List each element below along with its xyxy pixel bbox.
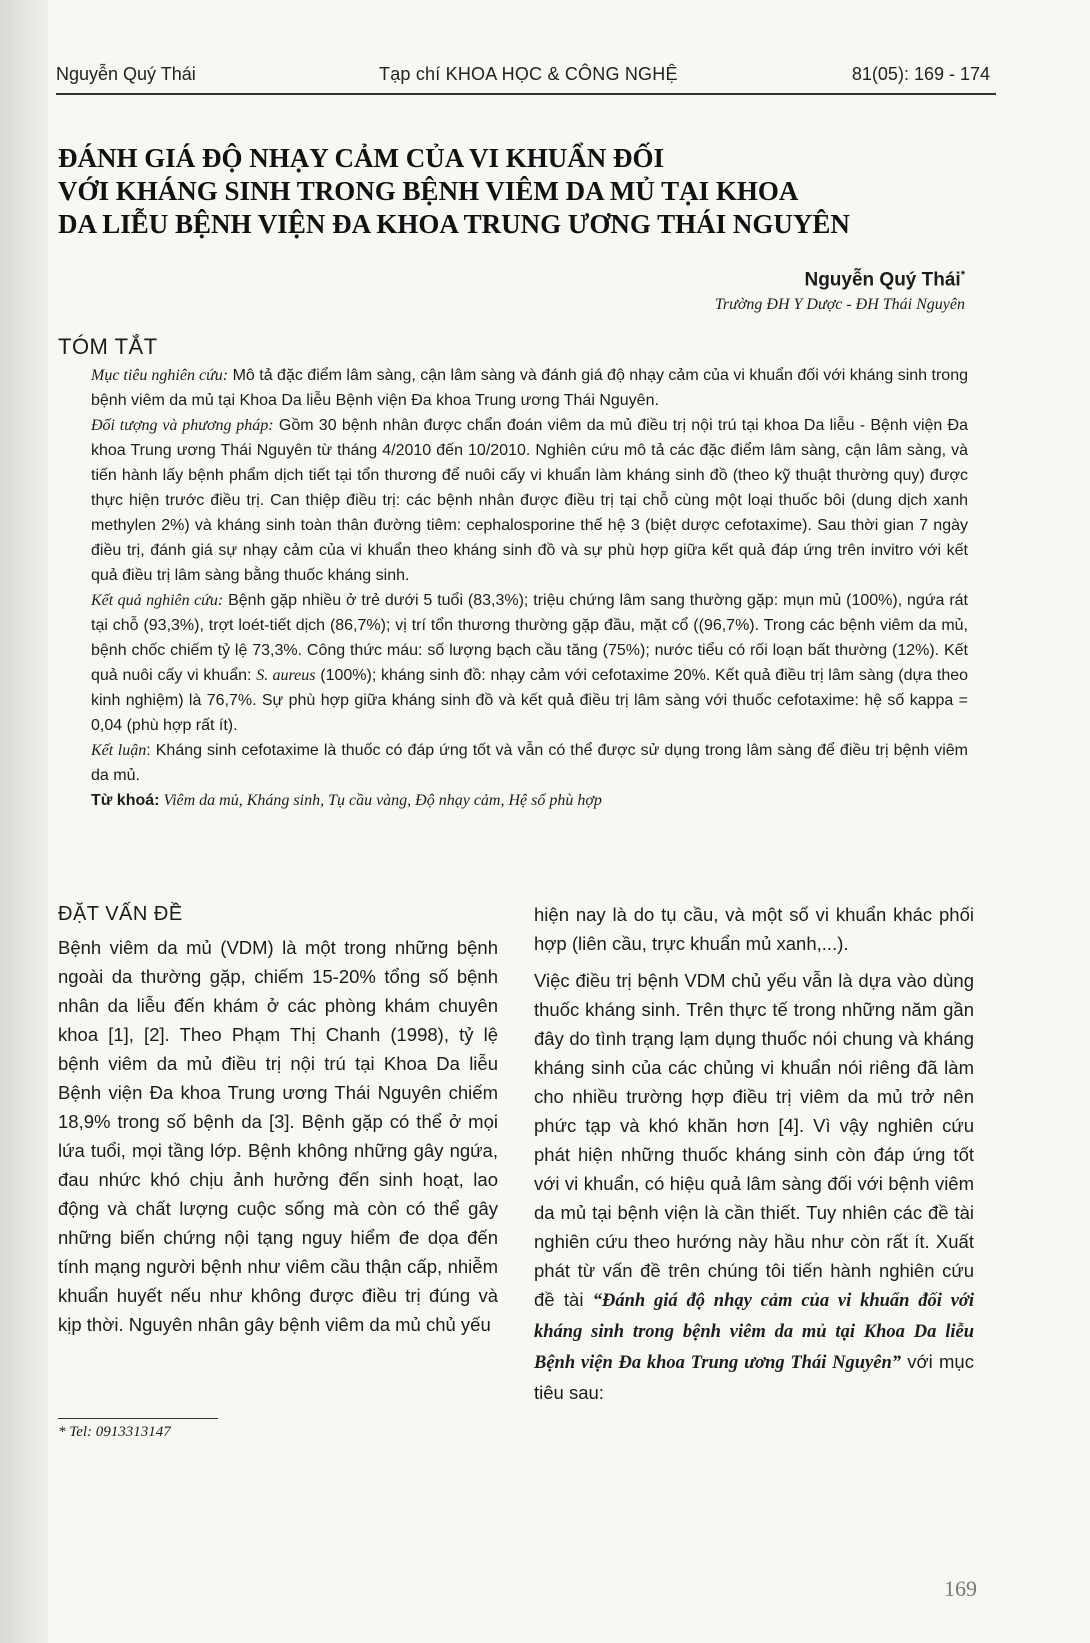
- title-line: ĐÁNH GIÁ ĐỘ NHẠY CẢM CỦA VI KHUẨN ĐỐI: [58, 143, 665, 173]
- running-header: [56, 58, 1002, 92]
- header-issue: 81(05): 169 - 174: [851, 64, 990, 84]
- section-heading: ĐẶT VẤN ĐỀ: [58, 903, 183, 925]
- author-name: Nguyễn Quý Thái*: [804, 269, 965, 291]
- author-mark: *: [960, 269, 965, 281]
- abstract-objective: Mục tiêu nghiên cứu: Mô tả đặc điểm lâm sàng, cận lâm sàng và đánh giá độ nhạy cảm của vi khuẩn đối với kháng sinh trong bệnh viêm da mủ tại Khoa Da liễu Bệnh viện Đa khoa Trung ương Thái Nguyên.: [91, 367, 969, 409]
- header-rule: [56, 93, 996, 95]
- footnote-rule: [58, 1418, 218, 1419]
- page-number: 169: [944, 1576, 977, 1601]
- intro-paragraph-cont: hiện nay là do tụ cầu, và một số vi khuẩn khác phối hợp (liên cầu, trực khuẩn mủ xanh,...).: [534, 904, 974, 954]
- title-line: DA LIỄU BỆNH VIỆN ĐA KHOA TRUNG ƯƠNG THÁI NGUYÊN: [58, 209, 850, 239]
- abstract-keywords: Từ khoá: Viêm da mủ, Kháng sinh, Tụ cầu vàng, Độ nhạy cảm, Hệ số phù hợp: [91, 792, 602, 809]
- intro-paragraph: Bệnh viêm da mủ (VDM) là một trong những bệnh ngoài da thường gặp, chiếm 15-20% tổng số bệnh nhân da liễu đến khám ở các phòng khám chuyên khoa [1], [2]. Theo Phạm Thị Chanh (1998), tỷ lệ bệnh viêm da mủ điều trị nội trú tại Khoa Da liễu Bệnh viện Đa khoa Trung ương Thái Nguyên chiếm 18,9% trong số bệnh da [3]. Bệnh gặp có thể ở mọi lứa tuổi, mọi tầng lớp. Bệnh không những gây ngứa, đau nhức khó chịu ảnh hưởng đến sinh hoạt, lao động và chất lượng cuộc sống mà còn có thể gây những biến chứng nội tạng nguy hiểm đe dọa đến tính mạng người bệnh như viêm cầu thận cấp, nhiễm khuẩn huyết nếu như không được điều trị đúng và kịp thời. Nguyên nhân gây bệnh viêm da mủ chủ yếu: [58, 937, 498, 1335]
- header-author: Nguyễn Quý Thái: [56, 64, 196, 84]
- footnote: * Tel: 0913313147: [58, 1424, 171, 1440]
- study-title: “Đánh giá độ nhạy cảm của vi khuẩn đối với kháng sinh trong bệnh viêm da mủ tại Khoa Da liễu Bệnh viện Đa khoa Trung ương Thái Nguyên”: [534, 1291, 974, 1373]
- abstract-results: Kết quả nghiên cứu: Bệnh gặp nhiều ở trẻ dưới 5 tuổi (83,3%); triệu chứng lâm sang thường gặp: mụn mủ (100%), ngứa rát tại chỗ (93,3%), trợt loét-tiết dịch (86,7%); vị trí tổn thương thường gặp đầu, mặt cổ ((96,7%). Trong các bệnh viêm da mủ, bệnh chốc chiếm tỷ lệ 73,3%. Công thức máu: số lượng bạch cầu tăng (75%); nước tiểu có rối loạn bất thường (12%). Kết quả nuôi cấy vi khuẩn: S. aureus (100%); kháng sinh đồ: nhạy cảm với cefotaxime 20%. Kết quả điều trị lâm sàng (dựa theo kinh nghiệm) là 76,7%. Sự phù hợp giữa kháng sinh đồ và kết quả điều trị lâm sàng với thuốc cefotaxime: hệ số kappa = 0,04 (phù hợp rất ít).: [91, 592, 969, 734]
- left-column: [58, 900, 498, 1339]
- title-line: VỚI KHÁNG SINH TRONG BỆNH VIÊM DA MỦ TẠI KHOA: [58, 176, 799, 206]
- author-affiliation: Trường ĐH Y Dược - ĐH Thái Nguyên: [714, 296, 965, 314]
- scan-shadow: [0, 0, 48, 1643]
- article-title: [58, 142, 958, 241]
- header-journal: Tạp chí KHOA HỌC & CÔNG NGHỆ: [379, 64, 678, 84]
- right-column: [534, 900, 974, 1407]
- abstract-body: [91, 363, 968, 813]
- abstract-heading: TÓM TẮT: [58, 334, 158, 359]
- abstract-methods: Đối tượng và phương pháp: Gồm 30 bệnh nhân được chẩn đoán viêm da mủ điều trị nội trú tại khoa Da liễu - Bệnh viện Đa khoa Trung ương Thái Nguyên từ tháng 4/2010 đến 10/2010. Nghiên cứu mô tả các đặc điểm lâm sàng, cận lâm sàng, và tiến hành lấy bệnh phẩm dịch tiết tại tổn thương để nuôi cấy vi khuẩn làm kháng sinh đồ (theo kỹ thuật thường quy) được thực hiện trước điều trị. Can thiệp điều trị: các bệnh nhân được điều trị tại chỗ cùng một loại thuốc bôi (dung dịch xanh methylen 2%) và kháng sinh toàn thân đường tiêm: cephalosporine thế hệ 3 (biệt dược cefotaxime). Sau thời gian 7 ngày điều trị, đánh giá sự nhạy cảm của vi khuẩn theo kháng sinh đồ và sự phù hợp giữa kết quả đáp ứng trên invitro với kết quả điều trị lâm sàng bằng thuốc kháng sinh.: [91, 417, 969, 584]
- abstract-conclusion: Kết luận: Kháng sinh cefotaxime là thuốc có đáp ứng tốt và vẫn có thể được sử dụng trong lâm sàng để điều trị bệnh viêm da mủ.: [91, 742, 968, 784]
- author-block: [715, 262, 965, 317]
- intro-paragraph: Việc điều trị bệnh VDM chủ yếu vẫn là dựa vào dùng thuốc kháng sinh. Trên thực tế trong những năm gần đây do tình trạng lạm dụng thuốc nói chung và kháng kháng sinh của các chủng vi khuẩn nói riêng đã làm cho nhiều trường hợp điều trị viêm da mủ trở nên phức tạp và khó khăn hơn [4]. Vì vậy nghiên cứu phát hiện những thuốc kháng sinh còn đáp ứng tốt với vi khuẩn, có hiệu quả lâm sàng đối với bệnh viêm da mủ tại bệnh viện là cần thiết. Tuy nhiên các đề tài nghiên cứu theo hướng này hầu như còn rất ít. Xuất phát từ vấn đề trên chúng tôi tiến hành nghiên cứu đề tài “Đánh giá độ nhạy cảm của vi khuẩn đối với kháng sinh trong bệnh viêm da mủ tại Khoa Da liễu Bệnh viện Đa khoa Trung ương Thái Nguyên” với mục tiêu sau:: [534, 970, 974, 1403]
